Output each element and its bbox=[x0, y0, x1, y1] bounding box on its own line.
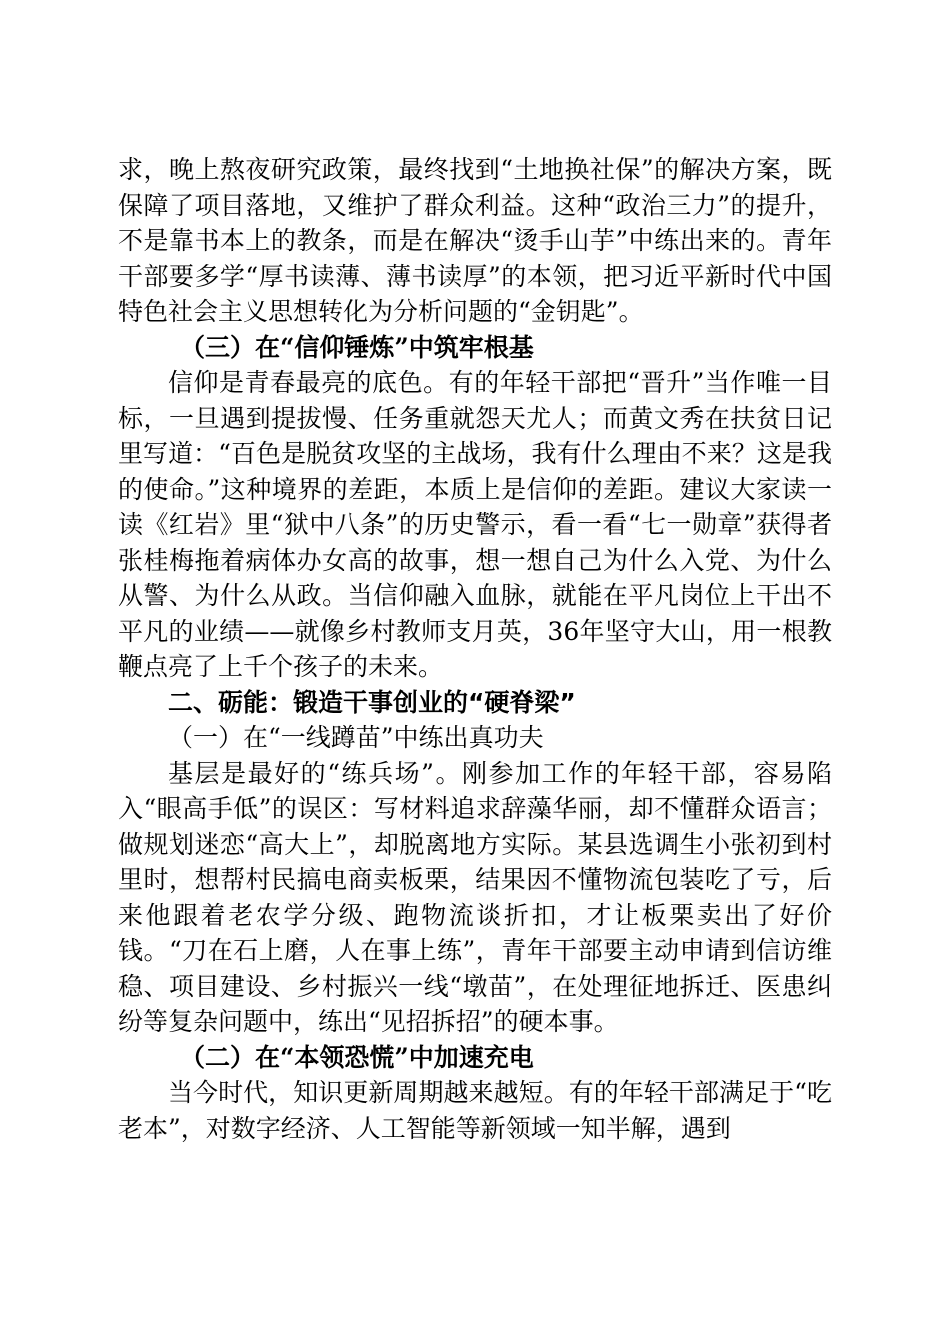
subheading-frontline: （一）在“一线蹲苗”中练出真功夫 bbox=[168, 723, 544, 752]
document-body bbox=[118, 152, 832, 1146]
paragraph-skill-panic: 当今时代，知识更新周期越来越短。有的年轻干部满足于“吃老本”，对数字经济、人工智能等新领域一知半解，遇到 bbox=[118, 1078, 832, 1143]
paragraph-faith: 信仰是青春最亮的底色。有的年轻干部把“晋升”当作唯一目标，一旦遇到提拔慢、任务重就怨天尤人；而黄文秀在扶贫日记里写道：“百色是脱贫攻坚的主战场，我有什么理由不来？这是我的使命。”这种境界的差距，本质上是信仰的差距。建议大家读一读《红岩》里“狱中八条”的历史警示，看一看“七一勋章”获得者张桂梅拖着病体办女高的故事，想一想自己为什么入党、为什么从警、为什么从政。当信仰融入血脉，就能在平凡岗位上干出不平凡的业绩——就像乡村教师支月英，36年坚守大山，用一根教鞭点亮了上千个孩子的未来。 bbox=[118, 368, 832, 681]
paragraph-frontline: 基层是最好的“练兵场”。刚参加工作的年轻干部，容易陷入“眼高手低”的误区：写材料追求辞藻华丽，却不懂群众语言；做规划迷恋“高大上”，却脱离地方实际。某县选调生小张初到村里时，想帮村民搞电商卖板栗，结果因不懂物流包装吃了亏，后来他跟着老农学分级、跑物流谈折扣，才让板栗卖出了好价钱。“刀在石上磨，人在事上练”，青年干部要主动申请到信访维稳、项目建设、乡村振兴一线“墩苗”，在处理征地拆迁、医患纠纷等复杂问题中，练出“见招拆招”的硬本事。 bbox=[118, 758, 832, 1036]
paragraph-continuation: 求，晚上熬夜研究政策，最终找到“土地换社保”的解决方案，既保障了项目落地，又维护了群众利益。这种“政治三力”的提升，不是靠书本上的教条，而是在解决“烫手山芋”中练出来的。青年干部要多学“厚书读薄、薄书读厚”的本领，把习近平新时代中国特色社会主义思想转化为分析问题的“金钥匙”。 bbox=[118, 155, 832, 326]
subheading-faith-tempering: （三）在“信仰锤炼”中筑牢根基 bbox=[180, 332, 534, 362]
subheading-skill-panic: （二）在“本领恐慌”中加速充电 bbox=[180, 1042, 534, 1072]
heading-section-two: 二、砺能：锻造干事创业的“硬脊梁” bbox=[168, 687, 576, 717]
